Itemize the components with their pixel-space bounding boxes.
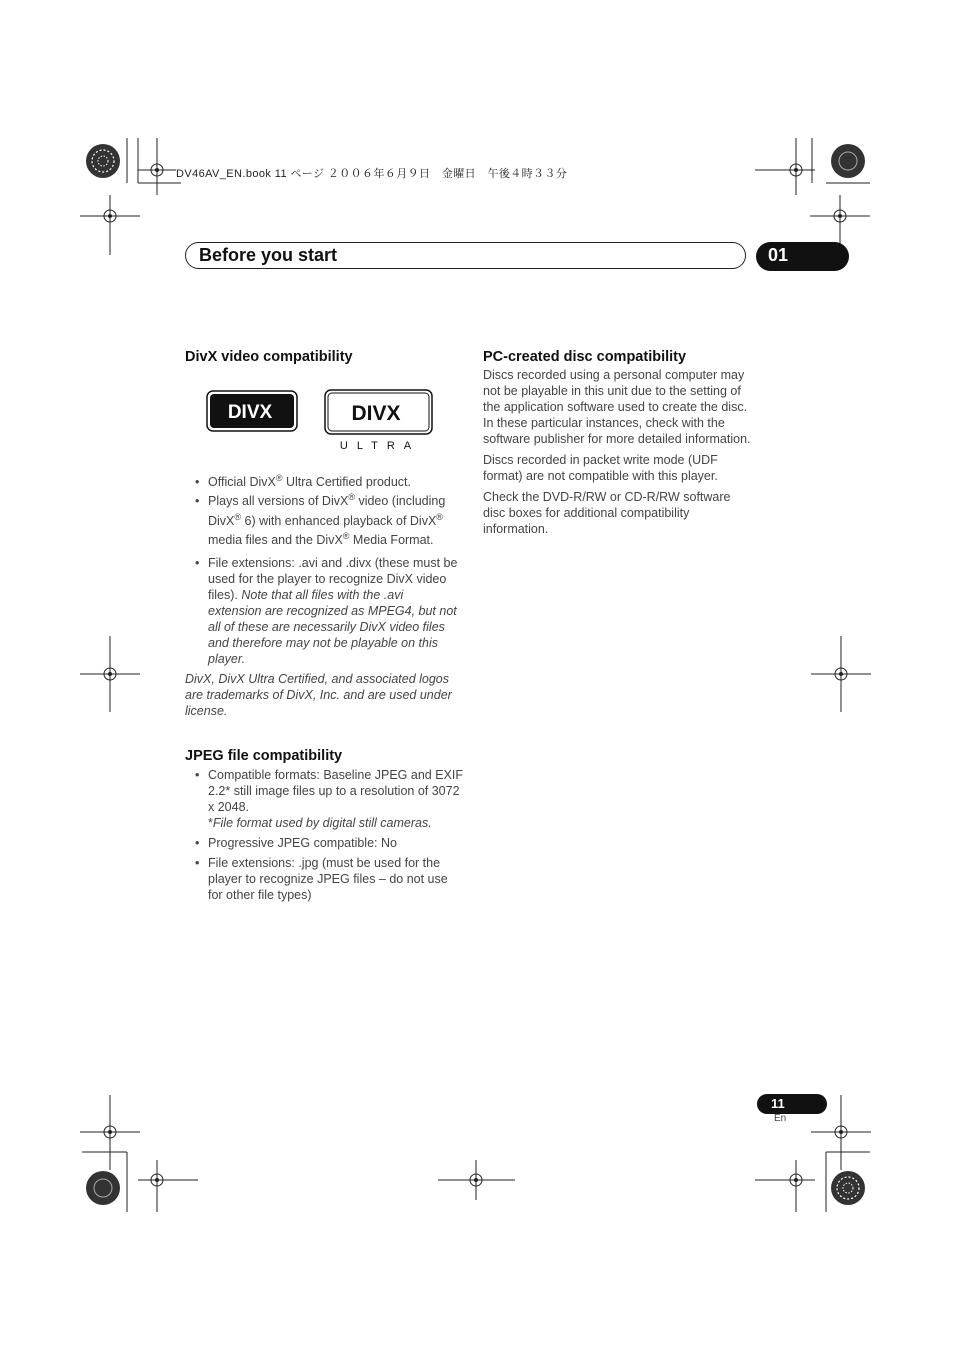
pc-heading: PC-created disc compatibility [483,349,687,365]
section-title-bar [185,242,746,269]
page-number-badge [757,1094,827,1114]
list-item: • Official DivX® Ultra Certified product. [185,474,460,490]
list-item: • Progressive JPEG compatible: No [185,835,463,851]
divx-ultra-logo-text: DIVX [351,402,401,425]
divx-logo [206,390,298,432]
pc-paragraph: Check the DVD-R/RW or CD-R/RW software disc boxes for additional compatibility information. [483,490,731,536]
list-item: • File extensions: .avi and .divx (these must be used for the player to recognize DivX video files). Note that all files with the .avi extension are recognized as MPEG4, but not all of these are necessarily DivX video files and therefore may not be playable on this player. [185,555,460,667]
pc-body [483,367,755,542]
section-title: Before you start [199,245,338,265]
page-number: 11 [771,1096,785,1111]
jpeg-bullets [185,767,463,903]
divx-logo-text: DIVX [227,402,273,423]
pc-paragraph: Discs recorded using a personal computer may not be playable in this unit due to the setting of the application software used to create the disc. In these particular instances, check with the software publisher for more detailed information. [483,368,751,446]
ultra-logo-text: ULTRA [339,440,421,451]
list-item: • Plays all versions of DivX® video (including DivX® 6) with enhanced playback of DivX® media files and the DivX® Media Format. [185,492,460,551]
list-item: • File extensions: .jpg (must be used for the player to recognize JPEG files – do not use for other file types) [185,855,463,903]
chapter-number: 01 [768,245,789,265]
jpeg-heading: JPEG file compatibility [185,748,343,764]
divx-bullets [185,474,460,667]
trademark-note: DivX, DivX Ultra Certified, and associated logos are trademarks of DivX, Inc. and are used under license. [185,671,452,718]
file-header: DV46AV_EN.book 11 ページ ２００６年６月９日 金曜日 午後４時３３分 [176,168,568,180]
divx-heading: DivX video compatibility [185,349,353,365]
divx-body [185,474,460,724]
jpeg-body [185,767,463,907]
divx-ultra-logo [324,389,434,451]
chapter-badge [756,242,849,271]
language-label: En [774,1113,787,1124]
pc-paragraph: Discs recorded in packet write mode (UDF format) are not compatible with this player. [483,453,718,483]
list-item: • Compatible formats: Baseline JPEG and EXIF 2.2* still image files up to a resolution of 3072 x 2048. *File format used by digital still cameras. [185,767,463,831]
